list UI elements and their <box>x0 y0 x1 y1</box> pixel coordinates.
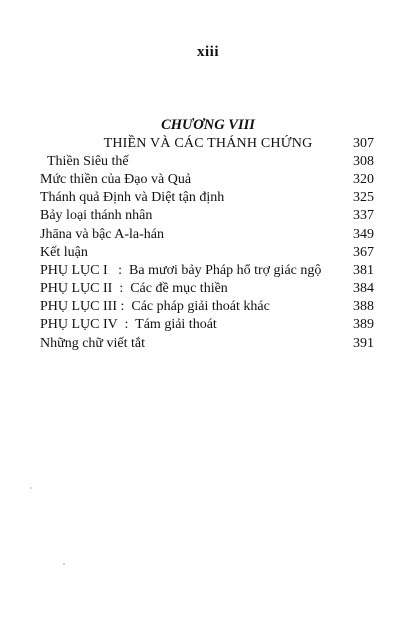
toc-entry-title: Bảy loại thánh nhân <box>40 208 153 223</box>
toc-entry-page: 389 <box>353 317 374 332</box>
chapter-title-row <box>0 134 416 154</box>
toc-entry-title: PHỤ LỤC II : Các đề mục thiền <box>40 281 228 296</box>
toc-entry <box>0 243 416 263</box>
chapter-page-number: 307 <box>353 136 374 151</box>
toc-entry <box>0 225 416 245</box>
toc-entry <box>0 279 416 299</box>
toc-entry <box>0 188 416 208</box>
toc-entry-page: 367 <box>353 245 374 260</box>
toc-entry-page: 320 <box>353 172 374 187</box>
toc-entry-title: PHỤ LỤC III : Các pháp giải thoát khác <box>40 299 270 314</box>
toc-entry <box>0 206 416 226</box>
scan-speck <box>30 487 32 489</box>
toc-entry-page: 384 <box>353 281 374 296</box>
toc-entry-title: PHỤ LỤC I : Ba mươi bảy Pháp hổ trợ giác ngộ <box>40 263 322 278</box>
toc-entry-page: 388 <box>353 299 374 314</box>
toc-entry <box>0 315 416 335</box>
chapter-heading: CHƯƠNG VIII <box>161 117 255 133</box>
toc-entry-title: Thiền Siêu thế <box>47 154 129 169</box>
toc-entry-title: Thánh quả Định và Diệt tận định <box>40 190 225 205</box>
chapter-title: THIỀN VÀ CÁC THÁNH CHỨNG <box>103 136 313 151</box>
toc-entry-title: Kết luận <box>40 245 88 260</box>
toc-entry-page: 308 <box>353 154 374 169</box>
toc-entry-title: Jhāna và bậc A-la-hán <box>40 227 164 242</box>
toc-entry-title: Những chữ viết tắt <box>40 336 145 351</box>
scan-speck <box>63 563 65 565</box>
toc-entry <box>0 334 416 354</box>
toc-entry-page: 381 <box>353 263 374 278</box>
page-number: xiii <box>196 44 219 60</box>
toc-entry-title: PHỤ LỤC IV : Tám giải thoát <box>40 317 217 332</box>
toc-entry <box>0 152 416 172</box>
toc-entry-page: 349 <box>353 227 374 242</box>
toc-entry-page: 325 <box>353 190 374 205</box>
toc-entry-title: Mức thiền của Đạo và Quả <box>40 172 192 187</box>
toc-entry <box>0 170 416 190</box>
toc-entry-page: 337 <box>353 208 374 223</box>
toc-entry <box>0 261 416 281</box>
toc-entry <box>0 297 416 317</box>
toc-entry-page: 391 <box>353 336 374 351</box>
